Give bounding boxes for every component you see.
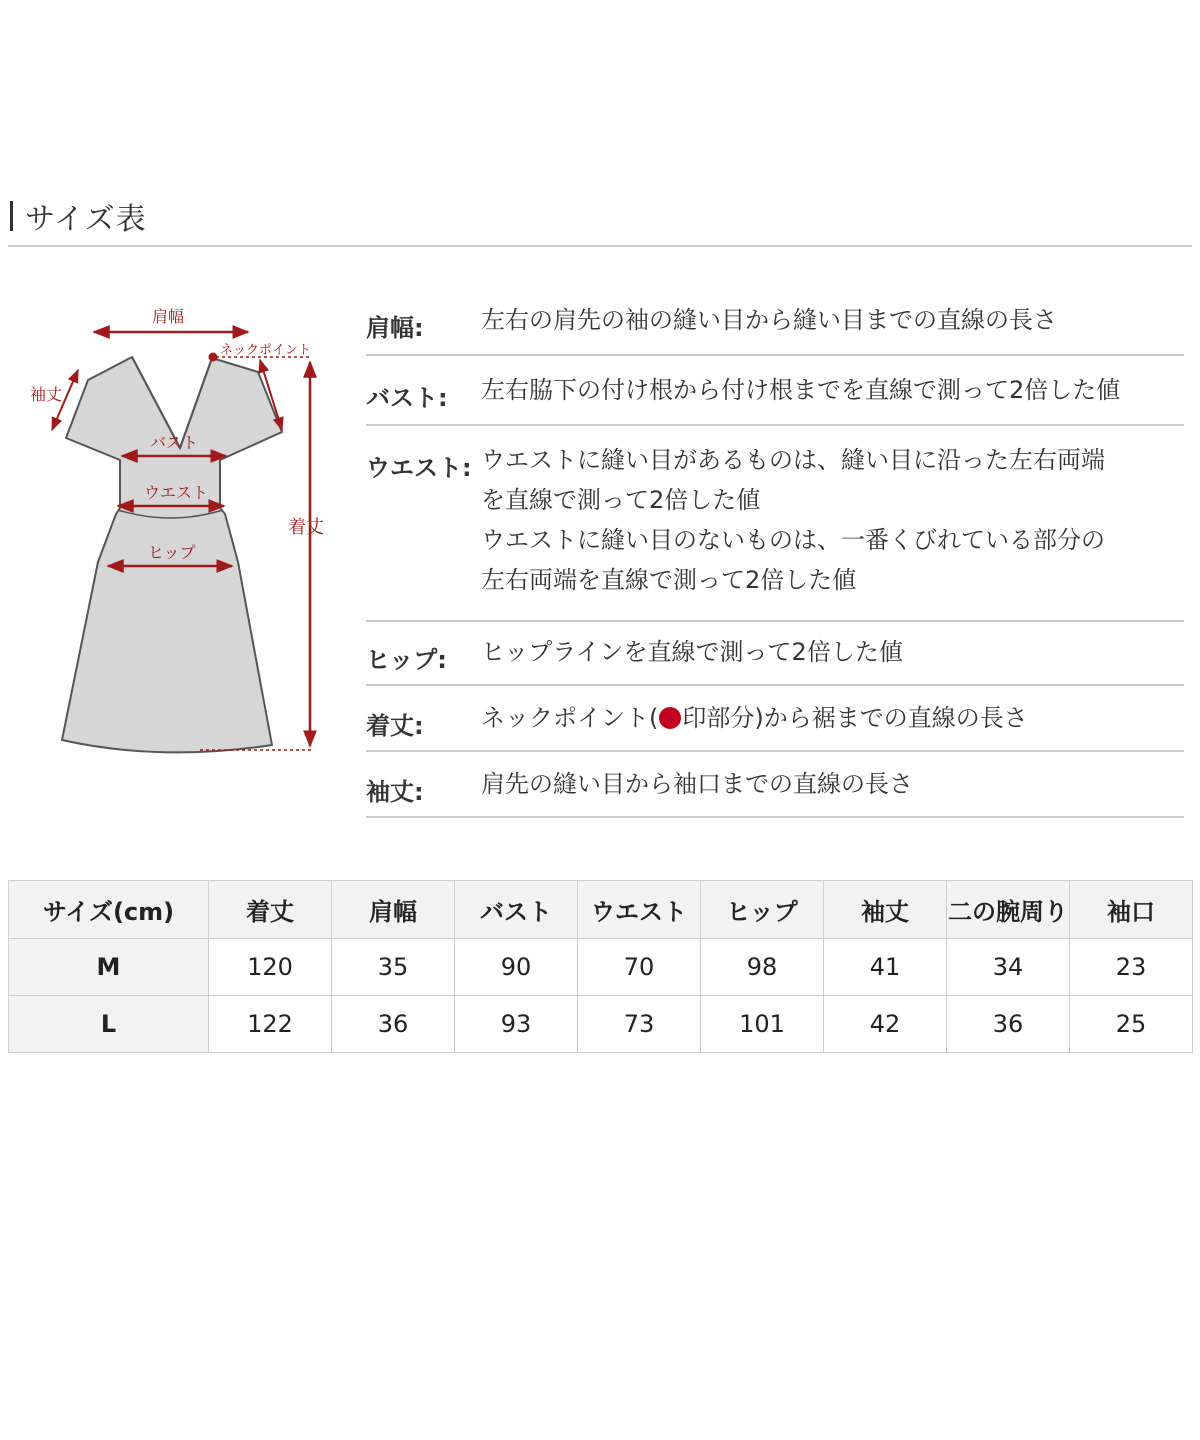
header-sleeve: 袖丈 bbox=[824, 881, 947, 939]
label-shoulder: 肩幅 bbox=[152, 307, 185, 326]
label-waist: ウエスト bbox=[144, 483, 209, 502]
table-cell: 101 bbox=[701, 996, 824, 1053]
definition-hip bbox=[366, 640, 1184, 686]
header-hip: ヒップ bbox=[701, 881, 824, 939]
label-sleeve: 袖丈 bbox=[30, 385, 63, 404]
definition-term: バスト: bbox=[366, 384, 448, 412]
table-cell: 25 bbox=[1070, 996, 1193, 1053]
section-title: サイズ表 bbox=[25, 202, 147, 237]
table-cell: 35 bbox=[332, 939, 455, 996]
definition-text-line: を直線で測って2倍した値 bbox=[481, 486, 761, 514]
row-size-label: L bbox=[9, 996, 209, 1053]
label-hip: ヒップ bbox=[148, 543, 196, 562]
table-row bbox=[9, 939, 1193, 996]
definition-text: 左右脇下の付け根から付け根までを直線で測って2倍した値 bbox=[481, 376, 1121, 404]
table-cell: 122 bbox=[209, 996, 332, 1053]
definition-text: ヒップラインを直線で測って2倍した値 bbox=[481, 638, 903, 666]
table-cell: 42 bbox=[824, 996, 947, 1053]
definition-term: ウエスト: bbox=[366, 454, 472, 482]
definition-text: 左右の肩先の袖の縫い目から縫い目までの直線の長さ bbox=[481, 306, 1057, 334]
header-size: サイズ(cm) bbox=[9, 881, 209, 939]
table-row bbox=[9, 996, 1193, 1053]
table-cell: 23 bbox=[1070, 939, 1193, 996]
definition-text-line: ウエストに縫い目があるものは、縫い目に沿った左右両端 bbox=[481, 446, 1105, 474]
dress-diagram-svg bbox=[20, 300, 350, 770]
header-length: 着丈 bbox=[209, 881, 332, 939]
label-neck-point: ネックポイント bbox=[220, 343, 312, 358]
definition-term: 袖丈: bbox=[366, 778, 424, 806]
size-table-header-row bbox=[9, 881, 1193, 939]
header-bust: バスト bbox=[455, 881, 578, 939]
definition-length bbox=[366, 706, 1184, 752]
table-cell: 90 bbox=[455, 939, 578, 996]
table-cell: 34 bbox=[947, 939, 1070, 996]
header-upper-arm: 二の腕周り bbox=[947, 881, 1070, 939]
size-table bbox=[8, 880, 1193, 1053]
section-heading bbox=[10, 196, 147, 236]
table-cell: 120 bbox=[209, 939, 332, 996]
table-cell: 36 bbox=[947, 996, 1070, 1053]
dress-measurement-diagram bbox=[20, 300, 350, 770]
neck-point-marker-icon bbox=[659, 707, 681, 729]
definition-text-line: ウエストに縫い目のないものは、一番くびれている部分の bbox=[481, 526, 1105, 554]
table-cell: 36 bbox=[332, 996, 455, 1053]
definition-text-after: 印部分)から裾までの直線の長さ bbox=[682, 704, 1028, 732]
heading-divider bbox=[8, 245, 1192, 247]
header-shoulder: 肩幅 bbox=[332, 881, 455, 939]
table-cell: 93 bbox=[455, 996, 578, 1053]
definition-term: 着丈: bbox=[366, 712, 424, 740]
table-cell: 70 bbox=[578, 939, 701, 996]
heading-bar bbox=[10, 201, 13, 231]
definition-bust bbox=[366, 378, 1184, 426]
definition-shoulder bbox=[366, 308, 1184, 356]
label-length: 着丈 bbox=[288, 517, 324, 538]
definition-text-line: 左右両端を直線で測って2倍した値 bbox=[481, 566, 857, 594]
table-cell: 98 bbox=[701, 939, 824, 996]
definition-waist bbox=[366, 448, 1184, 622]
definition-term: ヒップ: bbox=[366, 646, 447, 674]
label-bust: バスト bbox=[150, 433, 199, 452]
header-cuff: 袖口 bbox=[1070, 881, 1193, 939]
header-waist: ウエスト bbox=[578, 881, 701, 939]
definition-term: 肩幅: bbox=[366, 314, 424, 342]
table-cell: 73 bbox=[578, 996, 701, 1053]
definition-text-before: ネックポイント( bbox=[481, 704, 659, 732]
definition-text: 肩先の縫い目から袖口までの直線の長さ bbox=[481, 770, 913, 798]
row-size-label: M bbox=[9, 939, 209, 996]
definition-sleeve bbox=[366, 772, 1184, 818]
table-cell: 41 bbox=[824, 939, 947, 996]
